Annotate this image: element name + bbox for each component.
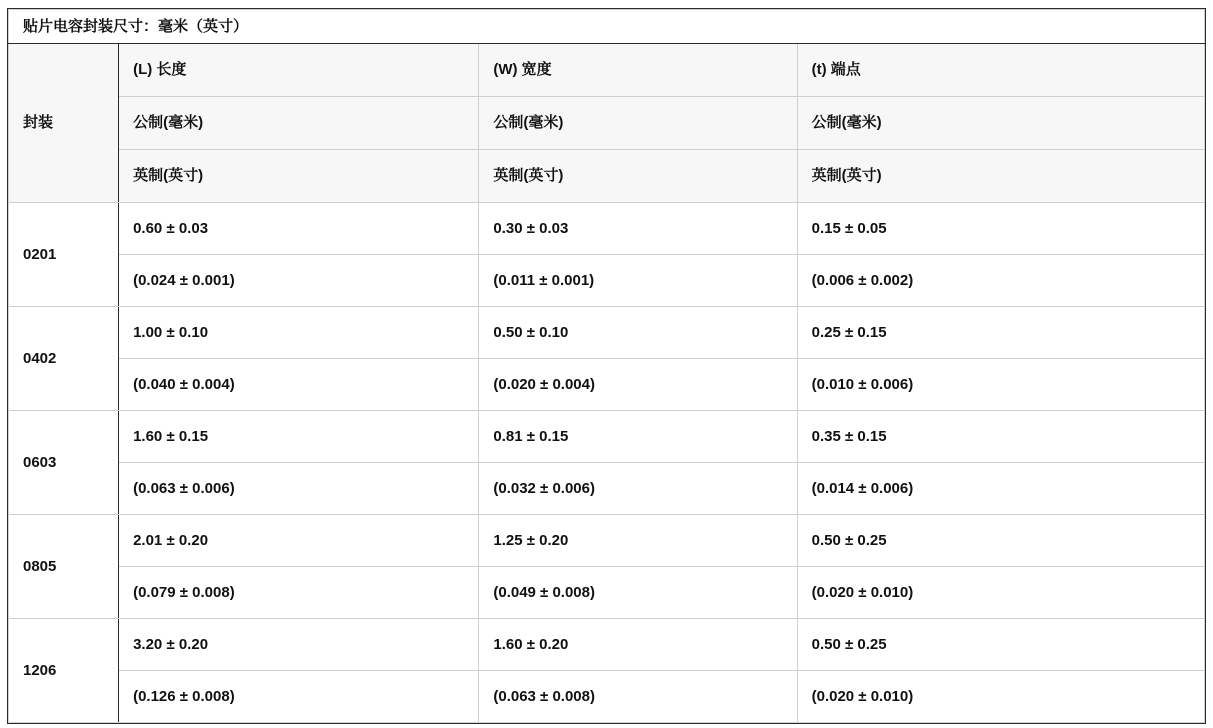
table-row [9,359,1205,411]
table-row [9,255,1205,307]
header-terminal-title: (t) 端点 [797,44,1204,97]
header-length-title: (L) 长度 [119,44,479,97]
cell-length-imperial: (0.126 ± 0.008) [119,671,479,723]
cell-terminal-metric: 0.35 ± 0.15 [797,411,1204,463]
cell-width-imperial: (0.063 ± 0.008) [479,671,797,723]
cell-terminal-metric: 0.15 ± 0.05 [797,203,1204,255]
cell-terminal-metric: 0.25 ± 0.15 [797,307,1204,359]
header-terminal-metric: 公制(毫米) [797,97,1204,150]
cell-length-metric: 3.20 ± 0.20 [119,619,479,671]
cell-terminal-imperial: (0.020 ± 0.010) [797,671,1204,723]
capacitor-package-size-table [8,9,1205,723]
cell-length-metric: 1.60 ± 0.15 [119,411,479,463]
cell-length-imperial: (0.040 ± 0.004) [119,359,479,411]
header-row-titles [9,44,1205,97]
cell-width-metric: 1.60 ± 0.20 [479,619,797,671]
page-title: 贴片电容封装尺寸：毫米（英寸） [9,10,1205,44]
cell-length-imperial: (0.079 ± 0.008) [119,567,479,619]
package-name: 0805 [9,515,119,619]
cell-terminal-imperial: (0.006 ± 0.002) [797,255,1204,307]
cell-width-metric: 0.81 ± 0.15 [479,411,797,463]
cell-width-metric: 0.50 ± 0.10 [479,307,797,359]
cell-width-imperial: (0.011 ± 0.001) [479,255,797,307]
table-row [9,307,1205,359]
cell-width-metric: 0.30 ± 0.03 [479,203,797,255]
header-length-metric: 公制(毫米) [119,97,479,150]
package-name: 0603 [9,411,119,515]
header-length-imperial: 英制(英寸) [119,150,479,203]
header-terminal-imperial: 英制(英寸) [797,150,1204,203]
cell-terminal-metric: 0.50 ± 0.25 [797,515,1204,567]
table-row [9,203,1205,255]
cell-terminal-imperial: (0.020 ± 0.010) [797,567,1204,619]
cell-width-imperial: (0.020 ± 0.004) [479,359,797,411]
table-title-row [9,10,1205,44]
table-row [9,515,1205,567]
header-width-imperial: 英制(英寸) [479,150,797,203]
header-row-imperial [9,150,1205,203]
header-width-metric: 公制(毫米) [479,97,797,150]
cell-width-imperial: (0.049 ± 0.008) [479,567,797,619]
header-row-metric [9,97,1205,150]
cell-terminal-imperial: (0.010 ± 0.006) [797,359,1204,411]
cell-length-imperial: (0.063 ± 0.006) [119,463,479,515]
header-package-label: 封装 [9,44,119,203]
table-row [9,619,1205,671]
cell-length-metric: 0.60 ± 0.03 [119,203,479,255]
package-name: 0201 [9,203,119,307]
header-width-title: (W) 宽度 [479,44,797,97]
cell-length-imperial: (0.024 ± 0.001) [119,255,479,307]
cell-width-imperial: (0.032 ± 0.006) [479,463,797,515]
table-row [9,567,1205,619]
cell-width-metric: 1.25 ± 0.20 [479,515,797,567]
package-name: 1206 [9,619,119,723]
table-row [9,411,1205,463]
package-name: 0402 [9,307,119,411]
cell-length-metric: 2.01 ± 0.20 [119,515,479,567]
table-row [9,671,1205,723]
table-row [9,463,1205,515]
cell-terminal-imperial: (0.014 ± 0.006) [797,463,1204,515]
cell-length-metric: 1.00 ± 0.10 [119,307,479,359]
cell-terminal-metric: 0.50 ± 0.25 [797,619,1204,671]
